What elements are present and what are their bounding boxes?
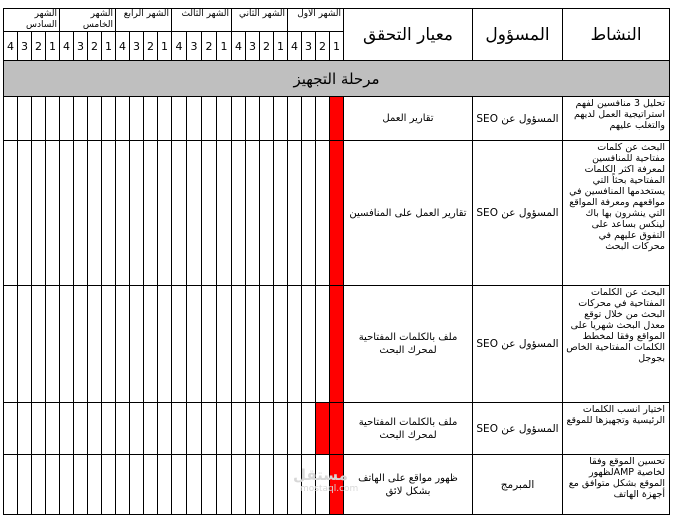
activity-cell: البحث عن الكلمات المفتاحية في محركات البحث من خلال توقع معدل البحث شهريا على المواقع وفقا لمخطط الكلمات المفتاحية الخاص بجوجل [563, 286, 670, 403]
gantt-cell [246, 455, 260, 515]
gantt-cell [302, 286, 316, 403]
gantt-cell [302, 141, 316, 286]
gantt-cell [288, 455, 302, 515]
gantt-cell [4, 97, 18, 141]
gantt-cell [4, 403, 18, 455]
gantt-cell [144, 97, 158, 141]
gantt-cell [288, 286, 302, 403]
activity-cell: اختيار انسب الكلمات الرئيسية وتجهيزها للموقع [563, 403, 670, 455]
week-number: 3 [18, 32, 32, 61]
gantt-cell [316, 455, 330, 515]
gantt-cell [46, 286, 60, 403]
gantt-cell [74, 455, 88, 515]
week-number: 3 [74, 32, 88, 61]
gantt-cell [74, 141, 88, 286]
gantt-cell [116, 141, 130, 286]
responsible-header: المسؤول [473, 9, 563, 61]
activity-row [4, 141, 670, 286]
gantt-cell [202, 403, 217, 455]
gantt-cell [144, 141, 158, 286]
gantt-cell [172, 97, 187, 141]
activity-row [4, 455, 670, 515]
gantt-cell [102, 403, 116, 455]
gantt-cell [102, 286, 116, 403]
responsible-cell: المسؤول عن SEO [473, 97, 563, 141]
gantt-cell [144, 286, 158, 403]
gantt-cell [232, 403, 246, 455]
gantt-cell [202, 455, 217, 515]
gantt-cell [172, 455, 187, 515]
gantt-cell [18, 97, 32, 141]
gantt-cell [102, 141, 116, 286]
gantt-cell [88, 286, 102, 403]
gantt-cell [274, 455, 288, 515]
gantt-cell [172, 403, 187, 455]
gantt-cell [158, 97, 172, 141]
gantt-cell [88, 403, 102, 455]
criterion-cell: تقارير العمل على المنافسين [344, 141, 473, 286]
activity-row [4, 286, 670, 403]
gantt-cell [274, 141, 288, 286]
gantt-cell [232, 455, 246, 515]
week-number: 4 [60, 32, 74, 61]
activity-row [4, 403, 670, 455]
gantt-cell [158, 286, 172, 403]
gantt-cell [274, 97, 288, 141]
gantt-cell [74, 97, 88, 141]
gantt-cell [74, 403, 88, 455]
gantt-cell [32, 455, 46, 515]
week-number: 1 [274, 32, 288, 61]
gantt-cell [130, 141, 144, 286]
gantt-cell [246, 286, 260, 403]
gantt-cell [4, 286, 18, 403]
gantt-cell [4, 141, 18, 286]
gantt-cell [274, 286, 288, 403]
gantt-cell [116, 97, 130, 141]
gantt-cell [18, 141, 32, 286]
gantt-cell [302, 97, 316, 141]
activity-header: النشاط [563, 9, 670, 61]
gantt-cell [288, 141, 302, 286]
gantt-cell [18, 455, 32, 515]
gantt-cell [302, 403, 316, 455]
week-number: 4 [172, 32, 187, 61]
gantt-cell [246, 403, 260, 455]
phase-title: مرحلة التجهيز [4, 61, 670, 97]
gantt-bar-cell [330, 286, 344, 403]
week-number: 2 [144, 32, 158, 61]
criterion-cell: ظهور مواقع على الهاتف بشكل لائق [344, 455, 473, 515]
gantt-cell [232, 286, 246, 403]
responsible-cell: المسؤول عن SEO [473, 403, 563, 455]
gantt-cell [316, 141, 330, 286]
gantt-cell [316, 97, 330, 141]
activity-cell: البحث عن كلمات مفتاحية للمنافسين لمعرفة اكثر الكلمات المفتاحية بحثاً التي يستخدمها المنافسين في مواقعهم ومعرفة المواقع التي ينشرون بها باك لينكس بساعد على التفوق عليهم في محركات البحث [563, 141, 670, 286]
gantt-cell [116, 403, 130, 455]
gantt-bar-cell [330, 403, 344, 455]
gantt-cell [246, 97, 260, 141]
gantt-cell [102, 97, 116, 141]
gantt-cell [32, 286, 46, 403]
week-number: 2 [32, 32, 46, 61]
gantt-cell [202, 141, 217, 286]
month-header: الشهر الاول [288, 9, 344, 32]
gantt-cell [116, 455, 130, 515]
gantt-bar-cell [316, 403, 330, 455]
gantt-bar-cell [330, 141, 344, 286]
gantt-cell [32, 97, 46, 141]
activity-plan-table [3, 8, 670, 515]
gantt-cell [202, 286, 217, 403]
gantt-cell [102, 455, 116, 515]
gantt-cell [288, 403, 302, 455]
week-number: 1 [330, 32, 344, 61]
month-header: الشهر الثاني [232, 9, 288, 32]
gantt-cell [74, 286, 88, 403]
gantt-cell [172, 286, 187, 403]
week-number: 1 [102, 32, 116, 61]
gantt-cell [202, 97, 217, 141]
gantt-cell [187, 141, 202, 286]
gantt-bar-cell [330, 455, 344, 515]
week-number: 1 [46, 32, 60, 61]
gantt-cell [60, 455, 74, 515]
gantt-cell [46, 455, 60, 515]
week-number: 3 [302, 32, 316, 61]
gantt-cell [217, 141, 232, 286]
gantt-cell [232, 97, 246, 141]
gantt-cell [260, 141, 274, 286]
week-number: 4 [116, 32, 130, 61]
gantt-cell [88, 141, 102, 286]
week-number: 4 [232, 32, 246, 61]
gantt-cell [217, 286, 232, 403]
gantt-cell [274, 403, 288, 455]
gantt-cell [158, 141, 172, 286]
month-header: الشهر الرابع [116, 9, 172, 32]
gantt-cell [144, 403, 158, 455]
gantt-cell [187, 403, 202, 455]
gantt-cell [4, 455, 18, 515]
gantt-cell [60, 141, 74, 286]
month-header: الشهر الثالث [172, 9, 232, 32]
gantt-cell [32, 403, 46, 455]
gantt-cell [158, 403, 172, 455]
week-number: 2 [260, 32, 274, 61]
gantt-cell [172, 141, 187, 286]
gantt-cell [246, 141, 260, 286]
gantt-cell [260, 97, 274, 141]
gantt-cell [60, 403, 74, 455]
gantt-cell [316, 286, 330, 403]
criterion-cell: تقارير العمل [344, 97, 473, 141]
gantt-cell [88, 97, 102, 141]
week-number: 1 [158, 32, 172, 61]
responsible-cell: المسؤول عن SEO [473, 286, 563, 403]
gantt-cell [18, 286, 32, 403]
month-header: الشهر الخامس [60, 9, 116, 32]
gantt-cell [187, 455, 202, 515]
responsible-cell: المسؤول عن SEO [473, 141, 563, 286]
week-number: 4 [4, 32, 18, 61]
week-number: 2 [202, 32, 217, 61]
criterion-header: معيار التحقق [344, 9, 473, 61]
gantt-cell [187, 97, 202, 141]
activity-row [4, 97, 670, 141]
gantt-cell [130, 97, 144, 141]
week-number: 2 [316, 32, 330, 61]
gantt-cell [46, 141, 60, 286]
gantt-cell [217, 97, 232, 141]
gantt-cell [130, 455, 144, 515]
gantt-cell [260, 286, 274, 403]
responsible-cell: المبرمج [473, 455, 563, 515]
watermark-domain: mostaql.com [300, 484, 359, 494]
gantt-cell [116, 286, 130, 403]
gantt-cell [18, 403, 32, 455]
week-number: 3 [187, 32, 202, 61]
gantt-cell [32, 141, 46, 286]
gantt-bar-cell [330, 97, 344, 141]
gantt-cell [302, 455, 316, 515]
week-number: 4 [288, 32, 302, 61]
criterion-cell: ملف بالكلمات المفتاحية لمحرك البحث [344, 286, 473, 403]
watermark-brand: مستقل [293, 466, 348, 484]
gantt-cell [88, 455, 102, 515]
gantt-cell [60, 97, 74, 141]
gantt-cell [187, 286, 202, 403]
gantt-cell [288, 97, 302, 141]
gantt-cell [217, 455, 232, 515]
gantt-cell [130, 403, 144, 455]
gantt-cell [130, 286, 144, 403]
gantt-cell [46, 97, 60, 141]
gantt-cell [158, 455, 172, 515]
week-number: 2 [88, 32, 102, 61]
gantt-cell [217, 403, 232, 455]
gantt-cell [60, 286, 74, 403]
gantt-cell [232, 141, 246, 286]
criterion-cell: ملف بالكلمات المفتاحية لمحرك البحث [344, 403, 473, 455]
week-number: 3 [130, 32, 144, 61]
gantt-cell [260, 455, 274, 515]
gantt-cell [46, 403, 60, 455]
week-number: 3 [246, 32, 260, 61]
month-header: الشهر السادس [4, 9, 60, 32]
activity-cell: تحسين الموقع وفقا لخاصية AMPلظهور الموقع بشكل متوافق مع أجهزة الهاتف [563, 455, 670, 515]
gantt-cell [260, 403, 274, 455]
activity-cell: تحليل 3 منافسين لفهم استراتيجية العمل لديهم والتغلب عليهم [563, 97, 670, 141]
gantt-cell [144, 455, 158, 515]
week-number: 1 [217, 32, 232, 61]
